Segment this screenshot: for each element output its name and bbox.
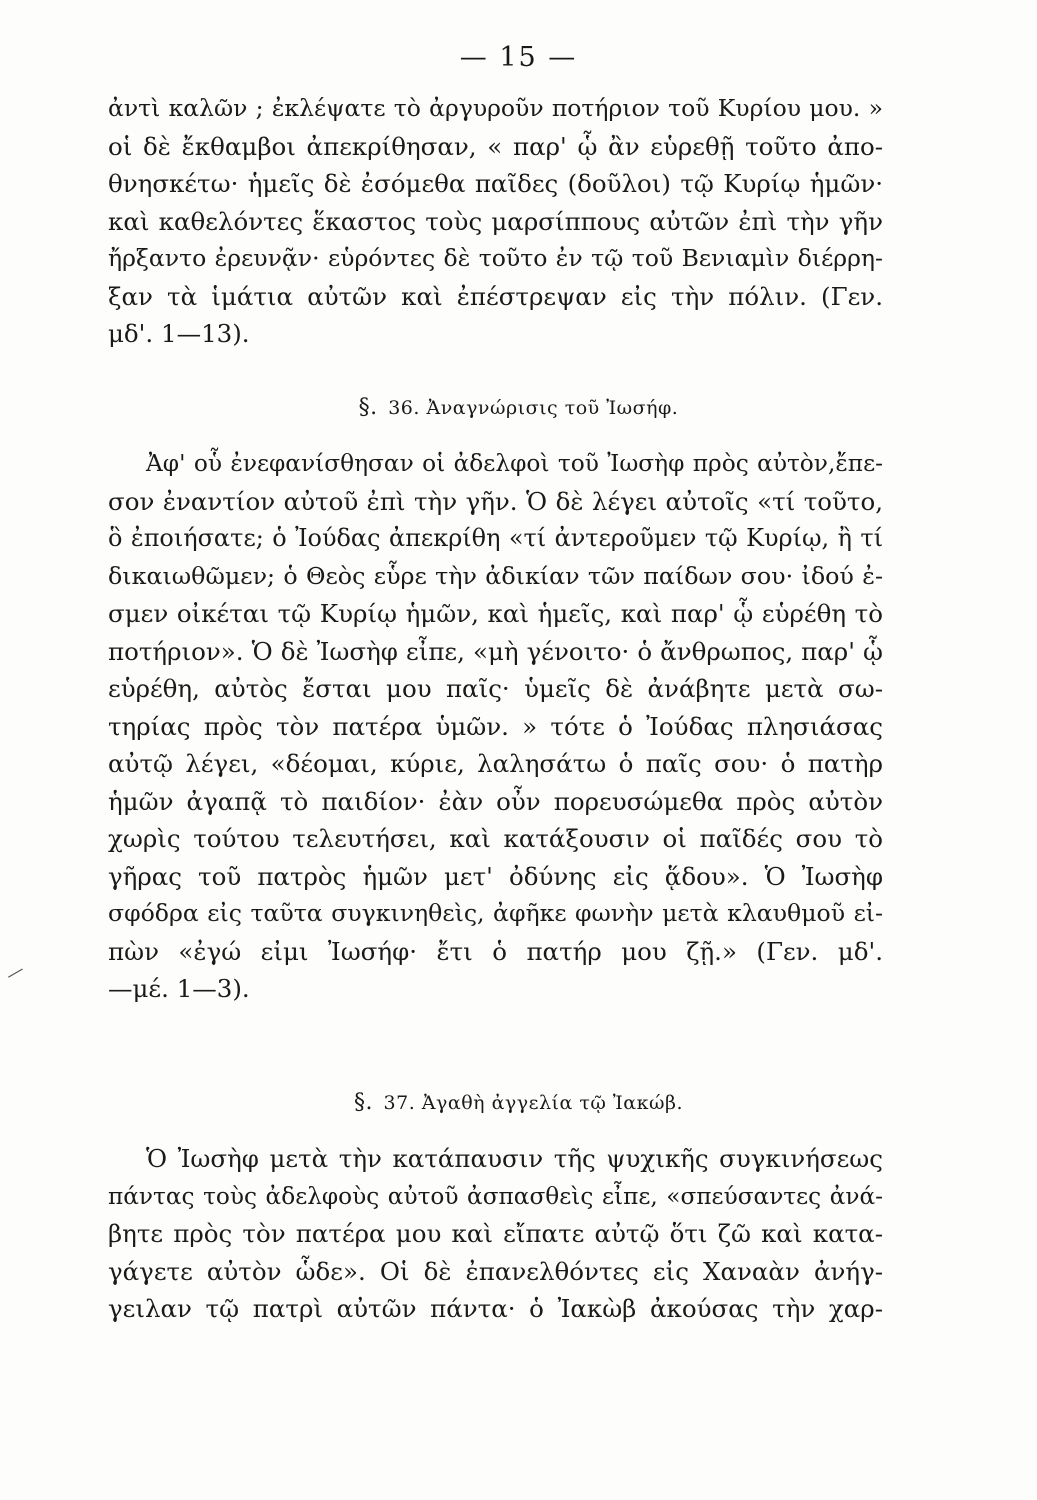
text-line: πὼν «ἐγώ εἰμι Ἰωσήφ· ἔτι ὁ πατήρ μου ζῇ.» (Γεν. μδ'. [108,936,883,966]
section-symbol: §. [354,1090,373,1115]
section-title: 36. Ἀναγνώρισις τοῦ Ἰωσήφ. [388,397,679,419]
section-symbol: §. [358,395,378,420]
text-line: καὶ καθελόντες ἕκαστος τοὺς μαρσίππους αὐτῶν ἐπὶ τὴν γῆν [108,206,883,236]
paragraph-block-1 [108,90,883,353]
section-36-heading [0,395,1037,420]
text-line: Ὁ Ἰωσὴφ μετὰ τὴν κατάπαυσιν τῆς ψυχικῆς συγκινήσεως [146,1144,883,1173]
text-line: σον ἐναντίον αὐτοῦ ἐπὶ τὴν γῆν. Ὁ δὲ λέγει αὐτοῖς «τί τοῦτο, [108,486,883,516]
text-line: βητε πρὸς τὸν πατέρα μου καὶ εἴπατε αὐτῷ ὅτι ζῶ καὶ κατα- [108,1219,883,1248]
text-line: οἱ δὲ ἔκθαμβοι ἀπεκρίθησαν, « παρ' ᾧ ἂν εὑρεθῇ τοῦτο ἀπο- [108,131,883,161]
text-line: χωρὶς τούτου τελευτήσει, καὶ κατάξουσιν οἱ παῖδές σου τὸ [108,824,883,853]
text-line: θνησκέτω· ἡμεῖς δὲ ἐσόμεθα παῖδες (δοῦλοι) τῷ Κυρίῳ ἡμῶν· [108,169,883,198]
text-line: αὐτῷ λέγει, «δέομαι, κύριε, λαλησάτω ὁ παῖς σου· ὁ πατὴρ [108,749,883,778]
margin-mark: — [1,958,29,987]
text-line: ἀντὶ καλῶν ; ἐκλέψατε τὸ ἀργυροῦν ποτήριον τοῦ Κυρίου μου. » [108,94,883,122]
page-number: — 15 — [459,42,578,73]
text-line: μδ'. 1—13). [108,319,250,348]
paragraph-block-3 [108,1140,883,1328]
section-37-heading [0,1090,1037,1115]
paragraph-block-2 [108,445,883,1008]
text-line: ξαν τὰ ἱμάτια αὐτῶν καὶ ἐπέστρεψαν εἰς τὴν πόλιν. (Γεν. [108,281,883,311]
text-line: εὑρέθη, αὐτὸς ἔσται μου παῖς· ὑμεῖς δὲ ἀνάβητε μετὰ σω- [108,674,883,703]
text-line: δικαιωθῶμεν; ὁ Θεὸς εὗρε τὴν ἀδικίαν τῶν παίδων σου· ἰδού ἐ- [108,561,883,590]
text-line: —μέ. 1—3). [108,974,250,1003]
text-line: ποτήριον». Ὁ δὲ Ἰωσὴφ εἶπε, «μὴ γένοιτο· ὁ ἄνθρωπος, παρ' ᾧ [108,636,883,666]
text-line: Ἀφ' οὗ ἐνεφανίσθησαν οἱ ἀδελφοὶ τοῦ Ἰωσὴφ πρὸς αὐτὸν,ἔπε- [146,450,883,477]
text-line: σφόδρα εἰς ταῦτα συγκινηθεὶς, ἀφῆκε φωνὴν μετὰ κλαυθμοῦ εἰ- [108,899,883,927]
text-line: γάγετε αὐτὸν ὧδε». Οἱ δὲ ἐπανελθόντες εἰς Χαναὰν ἀνήγ- [108,1256,883,1286]
text-line: γειλαν τῷ πατρὶ αὐτῶν πάντα· ὁ Ἰακὼβ ἀκούσας τὴν χαρ- [108,1294,883,1323]
text-line: πάντας τοὺς ἀδελφοὺς αὐτοῦ ἀσπασθεὶς εἶπε, «σπεύσαντες ἀνά- [108,1182,883,1210]
text-line: γῆρας τοῦ πατρὸς ἡμῶν μετ' ὀδύνης εἰς ᾅδου». Ὁ Ἰωσὴφ [108,861,883,891]
text-line: ἤρξαντο ἐρευνᾷν· εὑρόντες δὲ τοῦτο ἐν τῷ τοῦ Βενιαμὶν διέρρη- [108,244,883,272]
text-line: σμεν οἰκέται τῷ Κυρίῳ ἡμῶν, καὶ ἡμεῖς, καὶ παρ' ᾧ εὑρέθη τὸ [108,599,883,628]
text-line: ὃ ἐποιήσατε; ὁ Ἰούδας ἀπεκρίθη «τί ἀντεροῦμεν τῷ Κυρίῳ, ἢ τί [108,524,883,552]
text-line: τηρίας πρὸς τὸν πατέρα ὑμῶν. » τότε ὁ Ἰούδας πλησιάσας [108,711,883,741]
section-title: 37. Ἀγαθὴ ἀγγελία τῷ Ἰακώβ. [383,1092,683,1114]
text-line: ἡμῶν ἀγαπᾷ τὸ παιδίον· ἐὰν οὖν πορευσώμεθα πρὸς αὐτὸν [108,786,883,816]
